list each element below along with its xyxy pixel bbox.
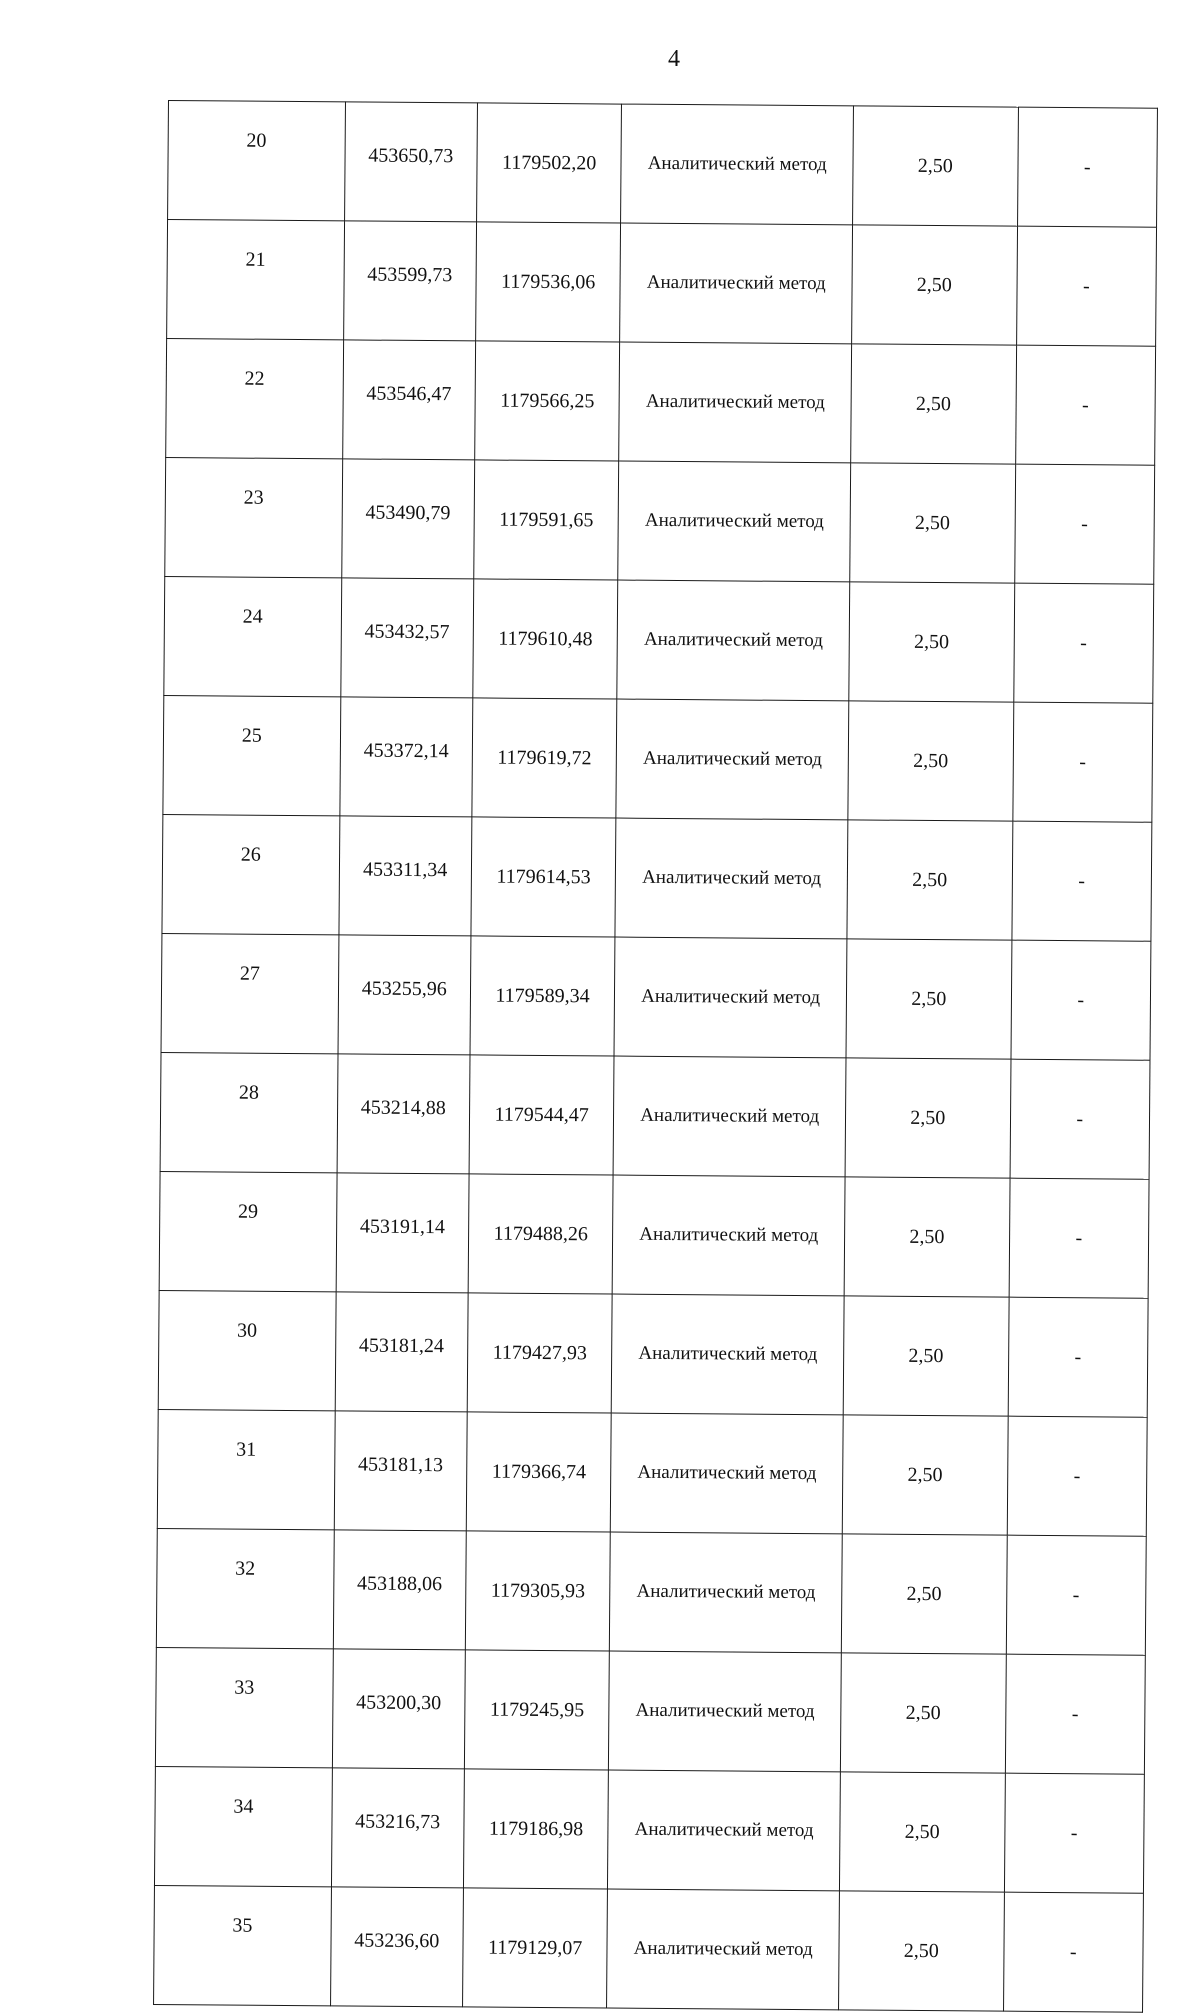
method-text: Аналитический метод bbox=[647, 152, 827, 176]
method-text: Аналитический метод bbox=[641, 985, 821, 1009]
method-cell bbox=[607, 1889, 840, 2010]
x-coordinate-cell bbox=[334, 1411, 467, 1531]
method-cell bbox=[608, 1770, 841, 1891]
method-text: Аналитический метод bbox=[640, 1104, 820, 1128]
x-coordinate: 453432,57 bbox=[364, 620, 450, 643]
table-row bbox=[165, 457, 1155, 584]
x-coordinate-cell bbox=[332, 1649, 465, 1769]
y-coordinate-cell bbox=[476, 103, 621, 223]
error-value: 2,50 bbox=[914, 511, 951, 534]
method-cell bbox=[613, 1056, 846, 1177]
y-coordinate: 1179614,53 bbox=[496, 865, 591, 888]
error-value: 2,50 bbox=[913, 749, 949, 772]
table-row bbox=[157, 1409, 1147, 1536]
y-coordinate: 1179589,34 bbox=[495, 984, 590, 1007]
y-coordinate: 1179366,74 bbox=[491, 1460, 587, 1483]
error-cell bbox=[840, 1653, 1005, 1773]
description-text: - bbox=[1082, 274, 1090, 297]
point-number-cell bbox=[164, 576, 341, 696]
point-number-cell bbox=[154, 1885, 331, 2005]
error-value: 2,50 bbox=[916, 273, 952, 296]
description-text: - bbox=[1083, 155, 1091, 178]
y-coordinate-cell bbox=[476, 222, 621, 342]
table-row bbox=[155, 1647, 1145, 1774]
point-number: 20 bbox=[246, 129, 267, 152]
description-cell bbox=[1005, 1654, 1145, 1774]
method-cell bbox=[618, 461, 851, 582]
x-coordinate: 453546,47 bbox=[366, 382, 452, 405]
point-number-cell bbox=[157, 1409, 334, 1529]
x-coordinate: 453236,60 bbox=[354, 1929, 440, 1952]
method-text: Аналитический метод bbox=[643, 628, 824, 652]
method-text: Аналитический метод bbox=[637, 1461, 817, 1485]
error-cell bbox=[849, 582, 1014, 702]
y-coordinate-cell bbox=[469, 1055, 614, 1175]
point-number-cell bbox=[160, 1052, 337, 1172]
error-value: 2,50 bbox=[908, 1344, 944, 1367]
description-text: - bbox=[1071, 1702, 1079, 1725]
x-coordinate: 453216,73 bbox=[355, 1810, 441, 1833]
error-cell bbox=[847, 820, 1012, 940]
x-coordinate: 453181,13 bbox=[357, 1453, 444, 1476]
y-coordinate: 1179488,26 bbox=[493, 1222, 588, 1245]
method-text: Аналитический метод bbox=[642, 866, 822, 890]
error-value: 2,50 bbox=[905, 1701, 941, 1724]
error-value: 2,50 bbox=[913, 630, 950, 653]
description-text: - bbox=[1078, 869, 1086, 892]
y-coordinate-cell bbox=[464, 1650, 609, 1770]
description-cell bbox=[1014, 464, 1154, 584]
x-coordinate: 453200,30 bbox=[356, 1691, 442, 1714]
method-cell bbox=[615, 818, 848, 939]
description-text: - bbox=[1074, 1345, 1082, 1368]
description-cell bbox=[1015, 345, 1155, 465]
error-cell bbox=[846, 939, 1011, 1059]
point-number: 26 bbox=[240, 843, 261, 866]
description-cell bbox=[1003, 1892, 1143, 2012]
y-coordinate-cell bbox=[467, 1293, 612, 1413]
x-coordinate-cell bbox=[342, 340, 475, 460]
description-cell bbox=[1016, 226, 1156, 346]
table-row bbox=[163, 695, 1153, 822]
x-coordinate-cell bbox=[333, 1530, 466, 1650]
method-text: Аналитический метод bbox=[636, 1580, 816, 1604]
error-cell bbox=[841, 1534, 1006, 1654]
y-coordinate: 1179245,95 bbox=[489, 1698, 585, 1721]
table-row bbox=[161, 933, 1151, 1060]
y-coordinate: 1179129,07 bbox=[487, 1936, 583, 1959]
y-coordinate: 1179186,98 bbox=[488, 1817, 584, 1840]
y-coordinate-cell bbox=[471, 817, 616, 937]
x-coordinate: 453255,96 bbox=[361, 977, 447, 1000]
error-value: 2,50 bbox=[910, 1106, 946, 1129]
description-cell bbox=[1006, 1535, 1146, 1655]
point-number: 35 bbox=[232, 1914, 253, 1937]
method-text: Аналитический метод bbox=[645, 390, 825, 414]
point-number-cell bbox=[155, 1647, 332, 1767]
error-cell bbox=[851, 344, 1016, 464]
table-row bbox=[160, 1052, 1150, 1179]
point-number: 24 bbox=[242, 605, 263, 628]
y-coordinate-cell bbox=[465, 1531, 610, 1651]
description-cell bbox=[1004, 1773, 1144, 1893]
error-value: 2,50 bbox=[903, 1939, 939, 1962]
point-number-cell bbox=[158, 1290, 335, 1410]
x-coordinate: 453490,79 bbox=[365, 501, 451, 524]
x-coordinate: 453599,73 bbox=[367, 263, 453, 286]
description-cell bbox=[1009, 1178, 1149, 1298]
table-row bbox=[154, 1885, 1144, 2012]
description-text: - bbox=[1080, 631, 1087, 654]
point-number-cell bbox=[163, 695, 340, 815]
y-coordinate: 1179502,20 bbox=[501, 151, 597, 174]
method-text: Аналитический метод bbox=[633, 1937, 813, 1961]
error-cell bbox=[853, 106, 1018, 226]
y-coordinate-cell bbox=[466, 1412, 611, 1532]
table-row bbox=[166, 338, 1156, 465]
x-coordinate-cell bbox=[337, 1054, 470, 1174]
x-coordinate-cell bbox=[331, 1768, 464, 1888]
method-text: Аналитический метод bbox=[644, 509, 824, 533]
description-text: - bbox=[1077, 988, 1085, 1011]
x-coordinate-cell bbox=[339, 697, 472, 817]
x-coordinate: 453191,14 bbox=[359, 1215, 445, 1238]
description-cell bbox=[1007, 1416, 1147, 1536]
coordinates-table-body bbox=[154, 101, 1158, 2013]
description-text: - bbox=[1070, 1821, 1078, 1844]
point-number-cell bbox=[159, 1171, 336, 1291]
point-number: 22 bbox=[244, 367, 265, 390]
x-coordinate-cell bbox=[338, 816, 471, 936]
method-cell bbox=[616, 699, 849, 820]
method-text: Аналитический метод bbox=[635, 1699, 815, 1723]
description-cell bbox=[1011, 940, 1151, 1060]
description-text: - bbox=[1076, 1107, 1084, 1130]
x-coordinate: 453650,73 bbox=[368, 144, 454, 167]
point-number: 32 bbox=[235, 1557, 256, 1580]
method-cell bbox=[619, 342, 852, 463]
table-row bbox=[159, 1171, 1149, 1298]
error-cell bbox=[850, 463, 1015, 583]
point-number: 28 bbox=[238, 1081, 260, 1104]
point-number-cell bbox=[168, 101, 345, 221]
table-row bbox=[167, 220, 1157, 347]
error-value: 2,50 bbox=[911, 987, 947, 1010]
y-coordinate-cell bbox=[463, 1769, 608, 1889]
y-coordinate: 1179544,47 bbox=[494, 1103, 589, 1126]
point-number-cell bbox=[165, 457, 342, 577]
error-cell bbox=[843, 1296, 1008, 1416]
error-cell bbox=[852, 225, 1017, 345]
method-cell bbox=[614, 937, 847, 1058]
error-value: 2,50 bbox=[917, 154, 953, 177]
x-coordinate: 453372,14 bbox=[363, 739, 449, 762]
x-coordinate: 453181,24 bbox=[358, 1334, 445, 1357]
y-coordinate: 1179536,06 bbox=[501, 270, 596, 293]
y-coordinate: 1179566,25 bbox=[500, 389, 595, 412]
x-coordinate-cell bbox=[330, 1887, 463, 2007]
x-coordinate-cell bbox=[343, 221, 476, 341]
coordinates-table bbox=[153, 100, 1158, 2013]
table-row bbox=[162, 814, 1152, 941]
x-coordinate-cell bbox=[338, 935, 471, 1055]
method-cell bbox=[610, 1532, 843, 1653]
y-coordinate-cell bbox=[475, 341, 620, 461]
description-text: - bbox=[1073, 1464, 1081, 1487]
y-coordinate-cell bbox=[470, 936, 615, 1056]
point-number: 34 bbox=[233, 1795, 254, 1818]
error-cell bbox=[842, 1415, 1007, 1535]
error-value: 2,50 bbox=[907, 1463, 943, 1486]
point-number: 23 bbox=[243, 486, 264, 509]
error-cell bbox=[840, 1772, 1005, 1892]
error-cell bbox=[839, 1891, 1004, 2011]
point-number: 31 bbox=[236, 1438, 257, 1461]
point-number: 29 bbox=[237, 1200, 259, 1223]
description-text: - bbox=[1069, 1940, 1077, 1963]
point-number: 21 bbox=[245, 248, 266, 271]
point-number: 33 bbox=[234, 1676, 255, 1699]
description-cell bbox=[1008, 1297, 1148, 1417]
page-number: 4 bbox=[668, 46, 680, 72]
x-coordinate-cell bbox=[335, 1292, 468, 1412]
table-row bbox=[154, 1766, 1144, 1893]
description-text: - bbox=[1079, 750, 1087, 773]
x-coordinate-cell bbox=[340, 578, 473, 698]
description-text: - bbox=[1075, 1226, 1083, 1249]
method-cell bbox=[612, 1175, 845, 1296]
error-value: 2,50 bbox=[909, 1225, 945, 1248]
method-cell bbox=[609, 1651, 842, 1772]
y-coordinate: 1179610,48 bbox=[498, 627, 593, 650]
y-coordinate: 1179427,93 bbox=[492, 1341, 588, 1364]
error-value: 2,50 bbox=[912, 868, 948, 891]
method-text: Аналитический метод bbox=[646, 271, 826, 295]
x-coordinate-cell bbox=[344, 102, 477, 222]
table-row bbox=[164, 576, 1154, 703]
y-coordinate: 1179305,93 bbox=[490, 1579, 586, 1602]
method-text: Аналитический метод bbox=[639, 1223, 819, 1247]
table-row bbox=[168, 101, 1158, 228]
y-coordinate-cell bbox=[474, 460, 619, 580]
point-number-cell bbox=[162, 814, 339, 934]
point-number-cell bbox=[156, 1528, 333, 1648]
error-value: 2,50 bbox=[915, 392, 952, 415]
description-text: - bbox=[1072, 1583, 1080, 1606]
method-text: Аналитический метод bbox=[634, 1818, 814, 1842]
error-cell bbox=[848, 701, 1013, 821]
x-coordinate: 453311,34 bbox=[362, 858, 448, 881]
y-coordinate-cell bbox=[468, 1174, 613, 1294]
method-text: Аналитический метод bbox=[642, 747, 823, 771]
table-row bbox=[158, 1290, 1148, 1417]
error-cell bbox=[845, 1058, 1010, 1178]
description-cell bbox=[1010, 1059, 1150, 1179]
point-number-cell bbox=[161, 933, 338, 1053]
x-coordinate-cell bbox=[341, 459, 474, 579]
description-cell bbox=[1013, 583, 1153, 703]
y-coordinate-cell bbox=[462, 1888, 607, 2008]
method-cell bbox=[617, 580, 850, 701]
description-cell bbox=[1012, 702, 1152, 822]
point-number-cell bbox=[154, 1766, 331, 1886]
y-coordinate-cell bbox=[472, 698, 617, 818]
y-coordinate-cell bbox=[473, 579, 618, 699]
x-coordinate: 453188,06 bbox=[356, 1572, 443, 1595]
point-number: 30 bbox=[237, 1319, 258, 1342]
point-number: 25 bbox=[241, 724, 262, 747]
y-coordinate: 1179591,65 bbox=[499, 508, 594, 531]
method-cell bbox=[621, 104, 854, 225]
table-row bbox=[156, 1528, 1146, 1655]
error-value: 2,50 bbox=[904, 1820, 940, 1843]
point-number-cell bbox=[167, 220, 344, 340]
point-number: 27 bbox=[239, 962, 260, 985]
description-cell bbox=[1011, 821, 1151, 941]
point-number-cell bbox=[166, 338, 343, 458]
method-cell bbox=[620, 223, 853, 344]
description-cell bbox=[1017, 107, 1157, 227]
error-cell bbox=[844, 1177, 1009, 1297]
description-text: - bbox=[1081, 393, 1089, 416]
method-text: Аналитический метод bbox=[638, 1342, 818, 1366]
x-coordinate-cell bbox=[336, 1173, 469, 1293]
y-coordinate: 1179619,72 bbox=[497, 746, 592, 769]
method-cell bbox=[612, 1294, 845, 1415]
x-coordinate: 453214,88 bbox=[360, 1096, 446, 1119]
method-cell bbox=[611, 1413, 844, 1534]
error-value: 2,50 bbox=[906, 1582, 942, 1605]
description-text: - bbox=[1081, 512, 1088, 535]
